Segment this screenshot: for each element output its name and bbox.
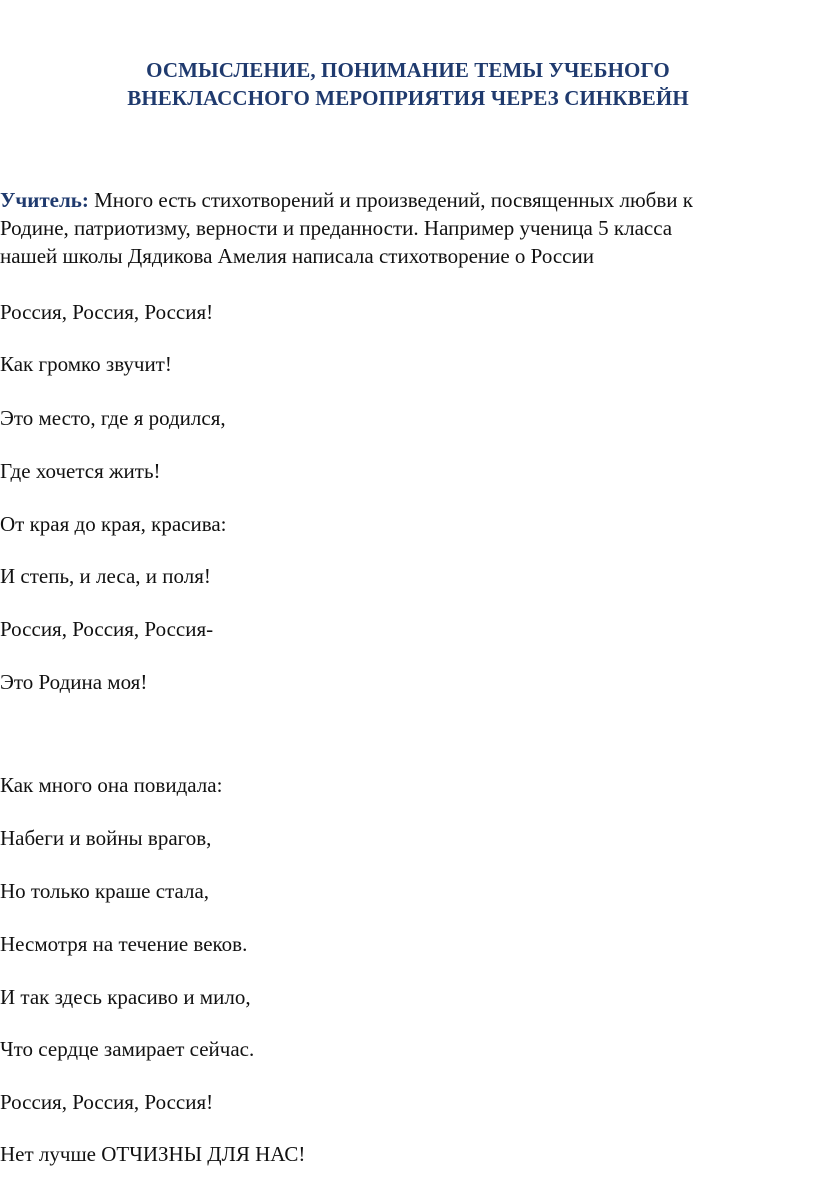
intro-line-1 (0, 186, 812, 214)
poem-line: Где хочется жить! (0, 459, 161, 483)
poem-line: Но только краше стала, (0, 879, 210, 903)
poem-line: Это Родина моя! (0, 670, 148, 694)
poem-line: И степь, и леса, и поля! (0, 564, 211, 588)
title-line-1: ОСМЫСЛЕНИЕ, ПОНИМАНИЕ ТЕМЫ УЧЕБНОГО (146, 58, 670, 82)
poem-line: Несмотря на течение веков. (0, 932, 248, 956)
intro-line-3: нашей школы Дядикова Амелия написала стихотворение о России (0, 244, 594, 268)
intro-paragraph (0, 186, 812, 270)
intro-line-1-text: Много есть стихотворений и произведений, посвященных любви к (88, 188, 693, 212)
poem-line: Нет лучше ОТЧИЗНЫ ДЛЯ НАС! (0, 1142, 306, 1166)
poem-line: Как громко звучит! (0, 352, 172, 376)
poem-line: От края до края, красива: (0, 512, 227, 536)
poem-line: Набеги и войны врагов, (0, 826, 212, 850)
poem-line: Россия, Россия, Россия- (0, 617, 214, 641)
poem-line: Россия, Россия, Россия! (0, 300, 214, 324)
poem-line: Что сердце замирает сейчас. (0, 1037, 255, 1061)
poem-line: Как много она повидала: (0, 773, 223, 797)
poem-line: Россия, Россия, Россия! (0, 1090, 214, 1114)
poem-line: Это место, где я родился, (0, 406, 226, 430)
title-line-2: ВНЕКЛАССНОГО МЕРОПРИЯТИЯ ЧЕРЕЗ СИНКВЕЙН (127, 86, 689, 110)
document-title (0, 56, 816, 112)
speaker-label: Учитель: (0, 188, 89, 212)
poem-line: И так здесь красиво и мило, (0, 985, 251, 1009)
intro-line-2: Родине, патриотизму, верности и преданности. Например ученица 5 класса (0, 216, 673, 240)
